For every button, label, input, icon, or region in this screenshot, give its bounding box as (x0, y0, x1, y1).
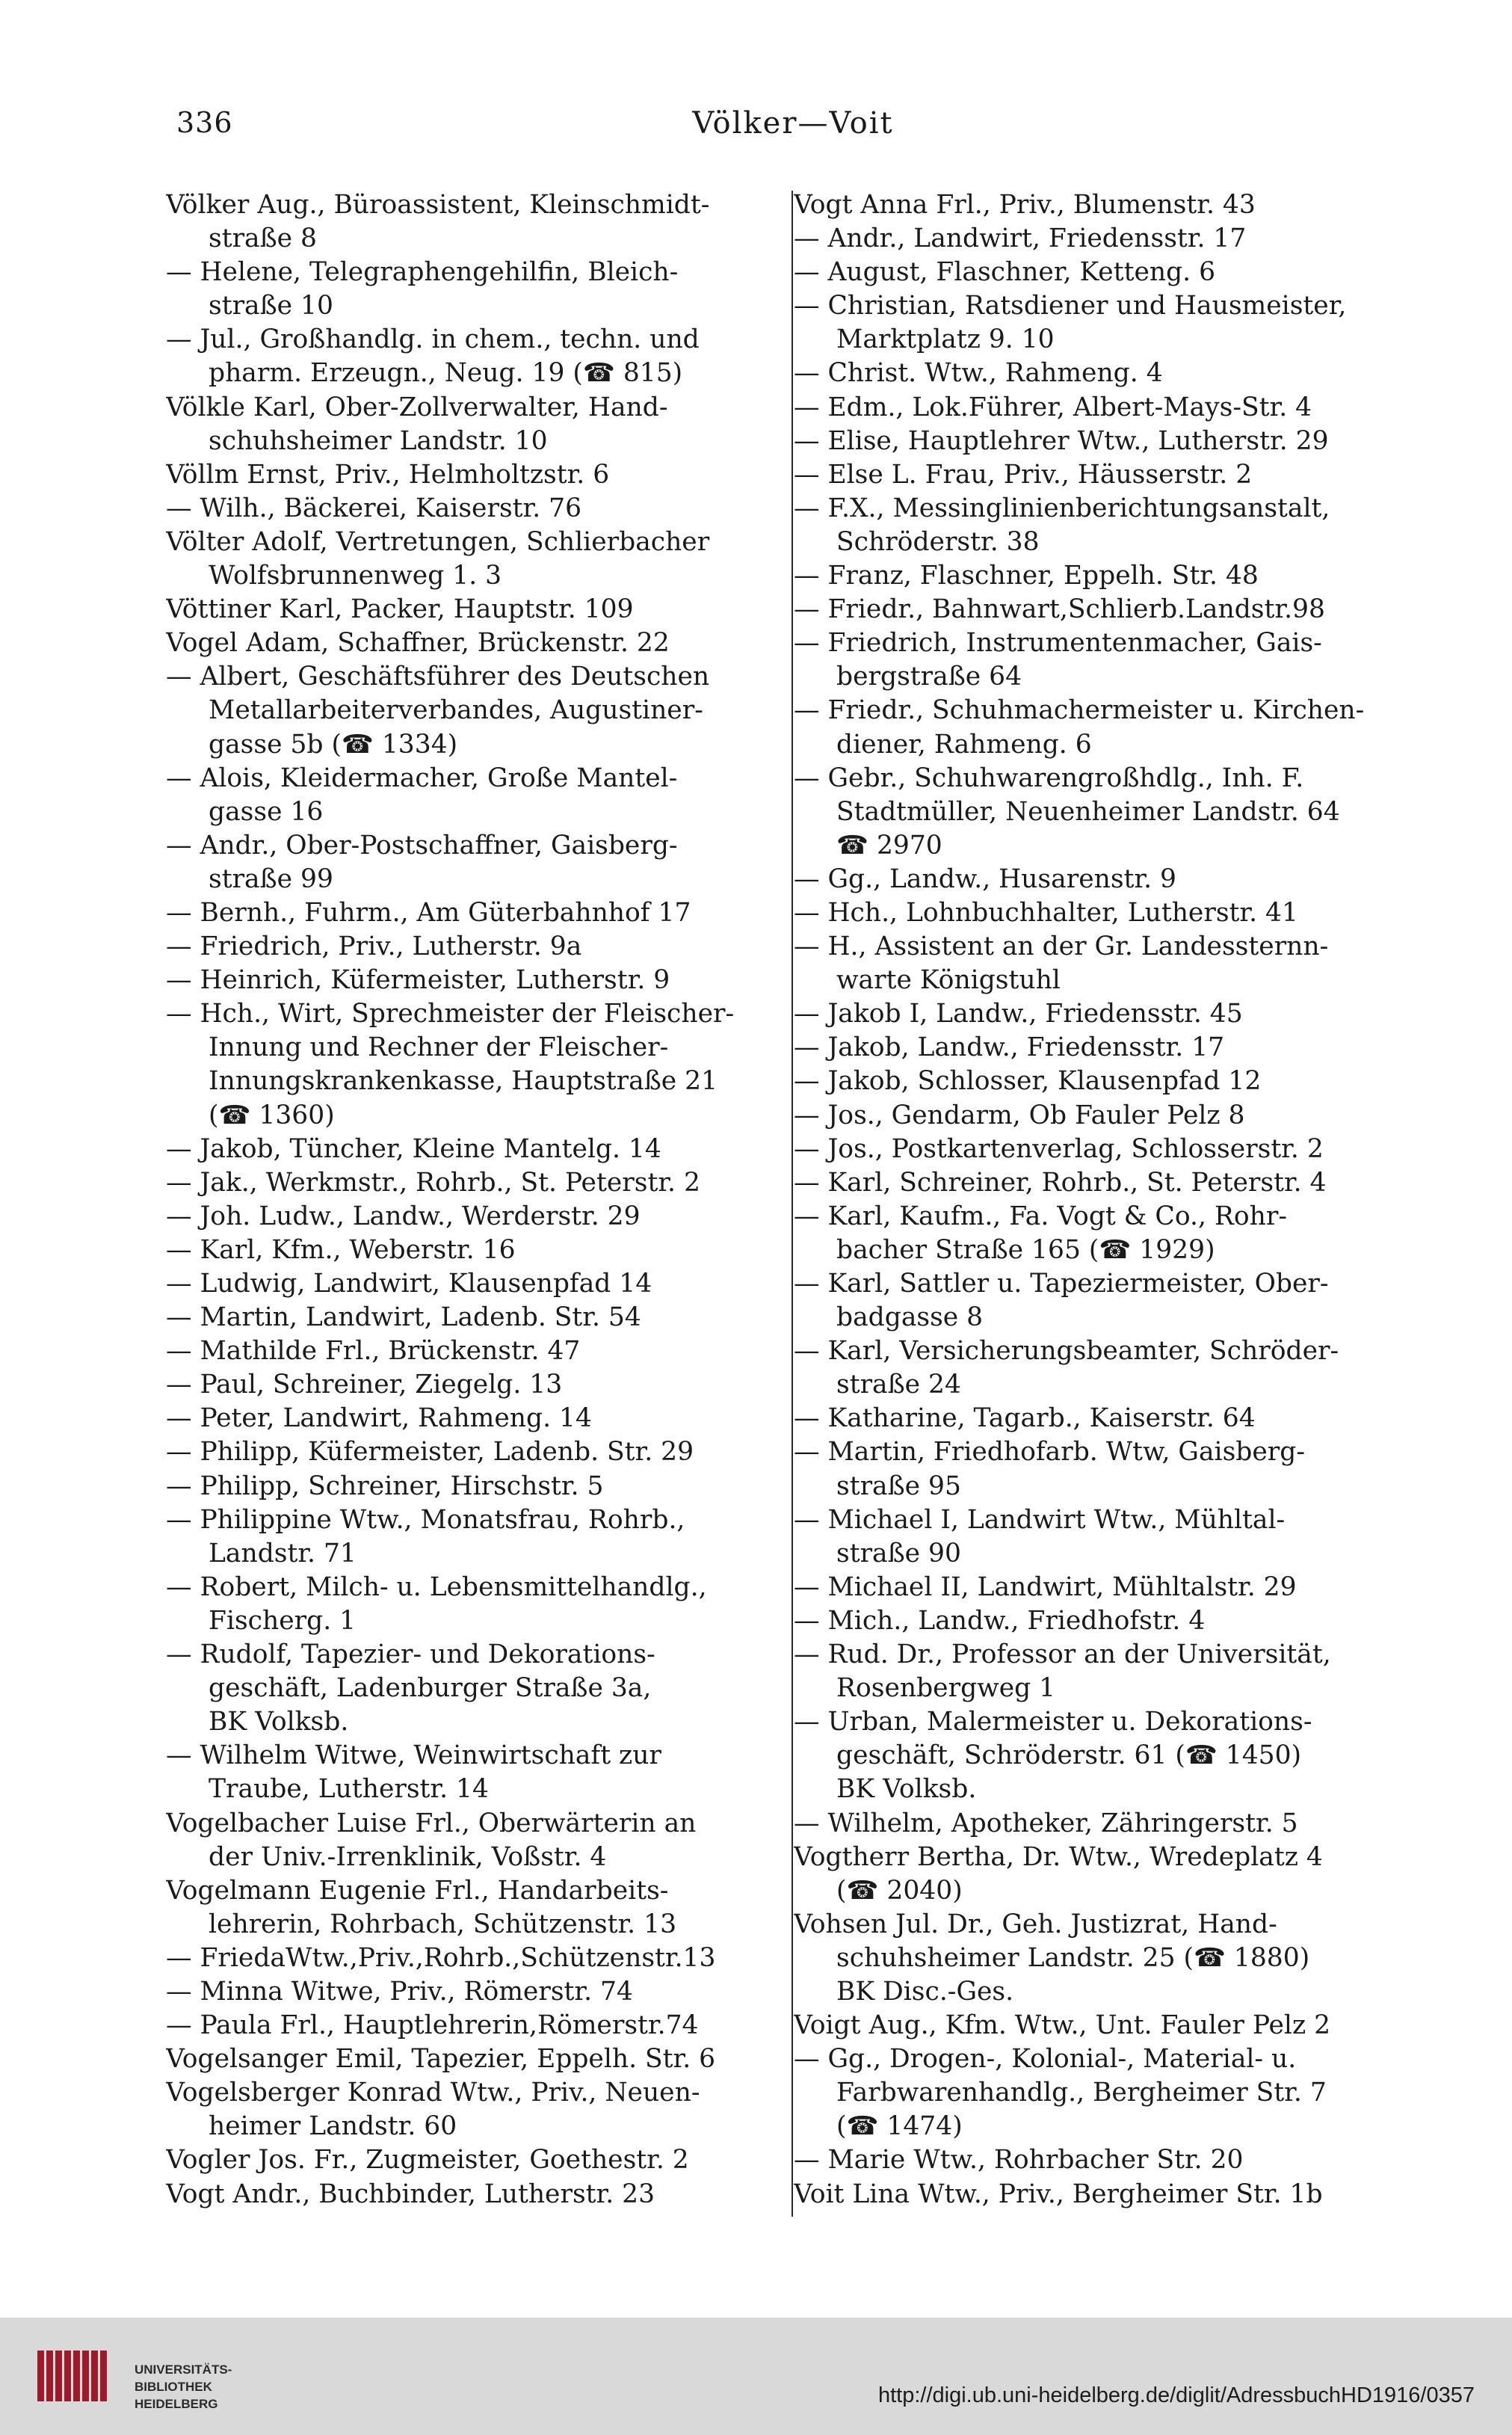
directory-entry-line: straße 24 (836, 1370, 961, 1400)
directory-entry-line: Stadtmüller, Neuenheimer Landstr. 64 (836, 796, 1340, 827)
source-url[interactable]: http://digi.ub.uni-heidelberg.de/diglit/AdressbuchHD1916/0357 (877, 2383, 1475, 2407)
directory-entry-line: ☎ 2970 (836, 830, 942, 861)
directory-entry-line: — Jos., Gendarm, Ob Fauler Pelz 8 (794, 1100, 1245, 1130)
directory-entry-line: — FriedaWtw.,Priv.,Rohrb.,Schützenstr.13 (166, 1942, 716, 1973)
directory-entry-line: — Philippine Wtw., Monatsfrau, Rohrb., (166, 1504, 685, 1535)
directory-entry-line: (☎ 2040) (836, 1875, 963, 1906)
directory-entry-line: — Heinrich, Küfermeister, Lutherstr. 9 (166, 965, 670, 996)
directory-entry-line: straße 90 (836, 1538, 961, 1569)
directory-entry-line: — Wilh., Bäckerei, Kaiserstr. 76 (166, 493, 582, 523)
directory-entry-line: — Helene, Telegraphengehilfin, Bleich- (166, 257, 679, 288)
directory-entry-line: — Franz, Flaschner, Eppelh. Str. 48 (794, 561, 1259, 591)
directory-entry-line: Vogt Anna Frl., Priv., Blumenstr. 43 (794, 190, 1256, 220)
directory-entry-line: — Karl, Kfm., Weberstr. 16 (166, 1234, 516, 1265)
directory-entry-line: — Jakob, Landw., Friedensstr. 17 (794, 1032, 1225, 1063)
directory-entry-line: Vogelsanger Emil, Tapezier, Eppelh. Str. 6 (166, 2044, 716, 2075)
directory-entry-line: schuhsheimer Landstr. 10 (209, 425, 548, 456)
directory-entry-line: — Marie Wtw., Rohrbacher Str. 20 (794, 2145, 1244, 2176)
directory-entry-line: — Jakob, Schlosser, Klausenpfad 12 (794, 1066, 1262, 1097)
directory-entry-line: Vogtherr Bertha, Dr. Wtw., Wredeplatz 4 (794, 1841, 1323, 1872)
directory-entry-line: — Mathilde Frl., Brückenstr. 47 (166, 1336, 581, 1367)
directory-entry-line: — Jak., Werkmstr., Rohrb., St. Peterstr. 2 (166, 1167, 700, 1198)
directory-entry-line: — Rudolf, Tapezier- und Dekorations- (166, 1640, 655, 1670)
directory-entry-line: Vogler Jos. Fr., Zugmeister, Goethestr. 2 (166, 2145, 689, 2176)
directory-entry-line: — Martin, Landwirt, Ladenb. Str. 54 (166, 1302, 641, 1333)
directory-entry-line: — Hch., Wirt, Sprechmeister der Fleischer- (166, 999, 735, 1029)
directory-entry-line: — Urban, Malermeister u. Dekorations- (794, 1707, 1312, 1737)
directory-entry-line: BK Disc.-Ges. (836, 1976, 1014, 2007)
directory-entry-line: — Philipp, Schreiner, Hirschstr. 5 (166, 1471, 604, 1501)
directory-entry-line: (☎ 1360) (209, 1100, 335, 1130)
university-seal-icon (30, 2345, 120, 2412)
directory-entry-line: — Karl, Schreiner, Rohrb., St. Peterstr. 4 (794, 1167, 1327, 1198)
directory-entry-line: Vogelbacher Luise Frl., Oberwärterin an (166, 1808, 697, 1838)
directory-entry-line: BK Volksb. (209, 1707, 349, 1737)
directory-entry-line: BK Volksb. (836, 1774, 977, 1805)
column-divider (792, 191, 793, 2217)
directory-entry-line: Völter Adolf, Vertretungen, Schlierbacher (166, 526, 710, 557)
directory-entry-line: — Karl, Versicherungsbeamter, Schröder- (794, 1336, 1339, 1367)
directory-entry-line: — Bernh., Fuhrm., Am Güterbahnhof 17 (166, 897, 691, 928)
directory-entry-line: Vogelmann Eugenie Frl., Handarbeits- (166, 1875, 669, 1906)
directory-entry-line: Vöttiner Karl, Packer, Hauptstr. 109 (166, 594, 634, 625)
directory-entry-line: Landstr. 71 (209, 1538, 357, 1569)
directory-entry-line: — Hch., Lohnbuchhalter, Lutherstr. 41 (794, 897, 1298, 928)
directory-entry-line: — Friedr., Schuhmachermeister u. Kirchen- (794, 695, 1365, 726)
directory-entry-line: — Robert, Milch- u. Lebensmittelhandlg., (166, 1571, 707, 1602)
directory-entry-line: badgasse 8 (836, 1302, 984, 1333)
directory-entry-line: — Andr., Landwirt, Friedensstr. 17 (794, 224, 1247, 254)
directory-entry-line: — Ludwig, Landwirt, Klausenpfad 14 (166, 1269, 652, 1299)
library-name-line: UNIVERSITÄTS- (135, 2362, 232, 2377)
directory-entry-line: — Albert, Geschäftsführer des Deutschen (166, 662, 710, 692)
directory-entry-line: straße 99 (209, 864, 333, 894)
running-head: Völker—Voit (692, 106, 894, 141)
directory-entry-line: — Christian, Ratsdiener und Hausmeister, (794, 291, 1347, 321)
directory-entry-line: straße 10 (209, 291, 333, 321)
directory-entry-line: — Else L. Frau, Priv., Häusserstr. 2 (794, 459, 1253, 490)
library-name-line: HEIDELBERG (135, 2397, 218, 2411)
directory-entry-line: — Wilhelm Witwe, Weinwirtschaft zur (166, 1740, 661, 1771)
directory-entry-line: bergstraße 64 (836, 662, 1022, 692)
directory-entry-line: Innungskrankenkasse, Hauptstraße 21 (209, 1066, 718, 1097)
directory-entry-line: — Alois, Kleidermacher, Große Mantel- (166, 763, 678, 793)
directory-entry-line: — Christ. Wtw., Rahmeng. 4 (794, 358, 1163, 389)
page-number: 336 (176, 106, 233, 139)
directory-entry-line: — Philipp, Küfermeister, Ladenb. Str. 29 (166, 1437, 694, 1468)
directory-entry-line: — Wilhelm, Apotheker, Zähringerstr. 5 (794, 1808, 1298, 1838)
directory-entry-line: — Jos., Postkartenverlag, Schlosserstr. 2 (794, 1133, 1324, 1164)
directory-entry-line: straße 95 (836, 1471, 961, 1501)
directory-entry-line: Metallarbeiterverbandes, Augustiner- (209, 695, 703, 726)
directory-entry-line: — Gg., Drogen-, Kolonial-, Material- u. (794, 2044, 1297, 2075)
directory-entry-line: Farbwarenhandlg., Bergheimer Str. 7 (836, 2078, 1327, 2108)
directory-entry-line: — Minna Witwe, Priv., Römerstr. 74 (166, 1976, 633, 2007)
directory-entry-line: Innung und Rechner der Fleischer- (209, 1032, 669, 1063)
directory-entry-line: Völlm Ernst, Priv., Helmholtzstr. 6 (166, 459, 610, 490)
directory-entry-line: — Katharine, Tagarb., Kaiserstr. 64 (794, 1403, 1256, 1434)
directory-entry-line: bacher Straße 165 (☎ 1929) (836, 1234, 1215, 1265)
directory-entry-line: warte Königstuhl (836, 965, 1061, 996)
right-column (794, 188, 1414, 2211)
directory-entry-line: Rosenbergweg 1 (836, 1673, 1056, 1704)
directory-entry-line: Vogt Andr., Buchbinder, Lutherstr. 23 (166, 2179, 655, 2209)
directory-entry-line: gasse 5b (☎ 1334) (209, 729, 458, 760)
directory-entry-line: geschäft, Ladenburger Straße 3a, (209, 1673, 652, 1704)
directory-entry-line: — Rud. Dr., Professor an der Universität, (794, 1640, 1331, 1670)
directory-entry-line: — Friedr., Bahnwart,Schlierb.Landstr.98 (794, 594, 1325, 625)
left-column (166, 188, 783, 2211)
directory-entry-line: — Joh. Ludw., Landw., Werderstr. 29 (166, 1201, 641, 1231)
directory-entry-line: — Edm., Lok.Führer, Albert-Mays-Str. 4 (794, 392, 1312, 422)
directory-entry-line: — Friedrich, Priv., Lutherstr. 9a (166, 932, 582, 962)
directory-entry-line: — Martin, Friedhofarb. Wtw, Gaisberg- (794, 1437, 1306, 1468)
directory-entry-line: — H., Assistent an der Gr. Landessternn- (794, 932, 1329, 962)
directory-entry-line: lehrerin, Rohrbach, Schützenstr. 13 (209, 1909, 677, 1939)
directory-entry-line: — Mich., Landw., Friedhofstr. 4 (794, 1605, 1206, 1636)
directory-entry-line: (☎ 1474) (836, 2111, 963, 2142)
library-name-line: BIBLIOTHEK (135, 2380, 212, 2394)
directory-entry-line: Voit Lina Wtw., Priv., Bergheimer Str. 1b (794, 2179, 1323, 2209)
directory-entry-line: — August, Flaschner, Ketteng. 6 (794, 257, 1216, 288)
directory-entry-line: Schröderstr. 38 (836, 526, 1040, 557)
directory-entry-line: gasse 16 (209, 796, 324, 827)
footer-bar (0, 2318, 1512, 2435)
directory-entry-line: geschäft, Schröderstr. 61 (☎ 1450) (836, 1740, 1302, 1771)
directory-entry-line: Völkle Karl, Ober-Zollverwalter, Hand- (166, 392, 668, 422)
directory-entry-line: — Gg., Landw., Husarenstr. 9 (794, 864, 1176, 894)
directory-entry-line: — Karl, Kaufm., Fa. Vogt & Co., Rohr- (794, 1201, 1287, 1231)
directory-entry-line: Wolfsbrunnenweg 1. 3 (209, 561, 502, 591)
page-header (176, 106, 1410, 151)
directory-entry-line: heimer Landstr. 60 (209, 2111, 457, 2142)
directory-entry-line: — Paul, Schreiner, Ziegelg. 13 (166, 1370, 563, 1400)
directory-entry-line: — Elise, Hauptlehrer Wtw., Lutherstr. 29 (794, 425, 1329, 456)
directory-entry-line: pharm. Erzeugn., Neug. 19 (☎ 815) (209, 358, 683, 389)
directory-entry-line: Fischerg. 1 (209, 1605, 357, 1636)
directory-entry-line: — Gebr., Schuhwarengroßhdlg., Inh. F. (794, 763, 1304, 793)
directory-entry-line: Voigt Aug., Kfm. Wtw., Unt. Fauler Pelz 2 (794, 2010, 1331, 2041)
directory-entry-line: — Andr., Ober-Postschaffner, Gaisberg- (166, 830, 678, 861)
directory-entry-line: Vogelsberger Konrad Wtw., Priv., Neuen- (166, 2078, 700, 2108)
directory-entry-line: Vohsen Jul. Dr., Geh. Justizrat, Hand- (794, 1909, 1277, 1939)
directory-entry-line: Vogel Adam, Schaffner, Brückenstr. 22 (166, 628, 670, 659)
directory-entry-line: — Michael I, Landwirt Wtw., Mühltal- (794, 1504, 1286, 1535)
directory-entry-line: — Jakob, Tüncher, Kleine Mantelg. 14 (166, 1133, 661, 1164)
directory-entry-line: — Peter, Landwirt, Rahmeng. 14 (166, 1403, 592, 1434)
directory-entry-line: — F.X., Messinglinienberichtungsanstalt, (794, 493, 1330, 523)
directory-entry-line: Völker Aug., Büroassistent, Kleinschmidt- (166, 190, 710, 220)
directory-entry-line: diener, Rahmeng. 6 (836, 729, 1092, 760)
directory-entry-line: Traube, Lutherstr. 14 (209, 1774, 489, 1805)
directory-entry-line: — Karl, Sattler u. Tapeziermeister, Ober- (794, 1269, 1329, 1299)
directory-entry-line: — Paula Frl., Hauptlehrerin,Römerstr.74 (166, 2010, 699, 2041)
directory-entry-line: — Jul., Großhandlg. in chem., techn. und (166, 324, 700, 355)
directory-entry-line: — Friedrich, Instrumentenmacher, Gais- (794, 628, 1322, 659)
directory-entry-line: Marktplatz 9. 10 (836, 324, 1055, 355)
directory-entry-line: der Univ.-Irrenklinik, Voßstr. 4 (209, 1841, 607, 1872)
library-name (135, 2361, 232, 2413)
directory-entry-line: straße 8 (209, 224, 318, 254)
directory-entry-line: — Michael II, Landwirt, Mühltalstr. 29 (794, 1571, 1297, 1602)
directory-entry-line: schuhsheimer Landstr. 25 (☎ 1880) (836, 1942, 1310, 1973)
directory-entry-line: — Jakob I, Landw., Friedensstr. 45 (794, 999, 1243, 1029)
